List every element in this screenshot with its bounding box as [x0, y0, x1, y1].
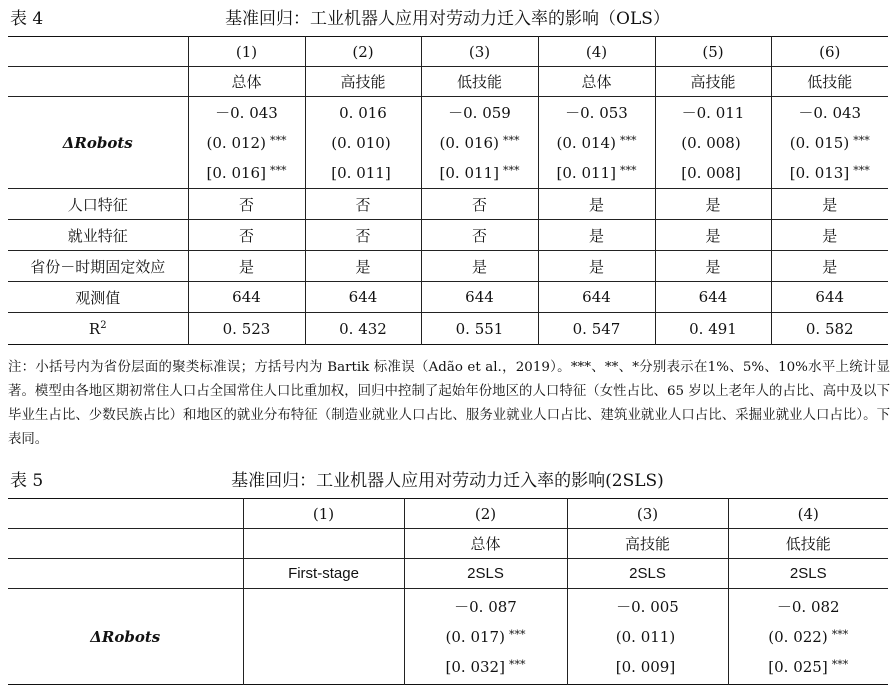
robots-cell: [771, 97, 888, 189]
col-group: 总体: [404, 529, 567, 559]
cell: 是: [538, 251, 655, 282]
se: (0. 011): [615, 627, 676, 646]
robots-cell: [655, 97, 771, 189]
bse-sig: ***: [508, 657, 526, 671]
table4-label: 表 4: [10, 9, 44, 29]
robots-cell: [421, 97, 538, 189]
cell: 644: [188, 282, 305, 313]
cell: 否: [305, 189, 421, 220]
se: (0. 008): [681, 133, 741, 152]
table4: [8, 36, 888, 345]
col-number: (5): [655, 37, 771, 67]
col-group: [243, 529, 404, 559]
robots-cell: [728, 589, 888, 685]
bse-sig: ***: [853, 163, 870, 177]
se: (0. 010): [331, 133, 391, 152]
se: (0. 014): [556, 133, 616, 152]
col-number: (3): [567, 499, 728, 529]
robots-cell: [188, 97, 305, 189]
cell: 是: [538, 220, 655, 251]
robots-cell: [404, 589, 567, 685]
cell: 644: [305, 282, 421, 313]
col-group: 高技能: [305, 67, 421, 97]
cell: 否: [188, 189, 305, 220]
coef: －0. 053: [565, 103, 628, 122]
cell: 0. 547: [538, 313, 655, 345]
bse-sig: ***: [269, 163, 287, 177]
row-label: 省份－时期固定效应: [8, 251, 188, 282]
bartik-se: [0. 025]: [768, 657, 828, 676]
cell: 644: [421, 282, 538, 313]
table4-note: 注：小括号内为省份层面的聚类标准误；方括号内为 Bartik 标准误（Adão et al.，2019）。***、**、*分别表示在1%、5%、10%水平上统计显著。模型由各地区期初常住人口占全国常住人口比重加权，回归中控制了起始年份地区的人口特征（女性占比、65 岁以上老年人的占比、高中及以下毕业生占比、少数民族占比）和地区的就业分布特征（制造业就业人口占比、服务业就业人口占比、建筑业就业人口占比、采掘业就业人口占比）。下表同。: [8, 360, 890, 447]
cell: 0. 582: [805, 319, 854, 338]
cell: 否: [305, 220, 421, 251]
table4-header-numbers: [8, 37, 888, 67]
se: (0. 015): [789, 133, 850, 152]
coef: －0. 005: [616, 597, 679, 616]
table-row: [8, 220, 888, 251]
cell: 否: [421, 220, 538, 251]
col-number: (1): [243, 499, 404, 529]
cell: 是: [822, 195, 838, 214]
cell: 是: [655, 220, 771, 251]
cell: 0. 491: [655, 313, 771, 345]
bse-sig: ***: [831, 657, 849, 671]
bartik-se: [0. 011]: [439, 163, 499, 182]
table5-caption: [0, 462, 895, 492]
table5-robots-row: [8, 589, 888, 685]
table-row: [8, 251, 888, 282]
col-number: (6): [819, 42, 841, 61]
cell: 是: [305, 251, 421, 282]
coef: 0. 016: [339, 103, 387, 122]
cell: 0. 523: [188, 313, 305, 345]
bartik-se: [0. 013]: [789, 163, 850, 182]
col-group: 高技能: [655, 67, 771, 97]
cell: 是: [655, 251, 771, 282]
bartik-se: [0. 008]: [681, 163, 741, 182]
bartik-se: [0. 016]: [206, 163, 266, 182]
se: (0. 016): [439, 133, 499, 152]
table4-robots-row: [8, 97, 888, 189]
cell: 644: [655, 282, 771, 313]
stage-label: 2SLS: [404, 559, 567, 589]
cell: 是: [421, 251, 538, 282]
stage-label: 2SLS: [567, 559, 728, 589]
se: (0. 017): [445, 627, 505, 646]
col-number: (2): [404, 499, 567, 529]
table5-header-groups: [8, 529, 888, 559]
cell: 0. 551: [421, 313, 538, 345]
table5: [8, 498, 888, 685]
table-row: [8, 313, 888, 345]
coef: －0. 043: [798, 103, 862, 122]
col-number: (2): [305, 37, 421, 67]
cell: 644: [815, 288, 845, 306]
cell: 是: [655, 189, 771, 220]
col-group: 低技能: [421, 67, 538, 97]
robots-cell: [305, 97, 421, 189]
bse-sig: ***: [502, 163, 520, 177]
cell: 否: [188, 220, 305, 251]
cell: 0. 432: [305, 313, 421, 345]
col-number: (1): [188, 37, 305, 67]
se-sig: ***: [619, 133, 637, 147]
col-group: 高技能: [567, 529, 728, 559]
robots-cell: [538, 97, 655, 189]
table-row: [8, 189, 888, 220]
coef: －0. 087: [454, 597, 517, 616]
se-sig: ***: [853, 133, 870, 147]
col-group: 低技能: [785, 535, 831, 553]
coef: －0. 059: [448, 103, 511, 122]
cell: 是: [538, 189, 655, 220]
col-number: (4): [538, 37, 655, 67]
stage-label: 2SLS: [789, 565, 827, 582]
coef: －0. 082: [776, 597, 840, 616]
row-label: 人口特征: [8, 189, 188, 220]
robots-cell: [243, 589, 404, 685]
table5-title: 基准回归：工业机器人应用对劳动力迁入率的影响(2SLS): [231, 471, 664, 491]
table5-header-numbers: [8, 499, 888, 529]
se-sig: ***: [831, 627, 849, 641]
table5-label: 表 5: [10, 471, 44, 491]
col-group: 总体: [538, 67, 655, 97]
bartik-se: [0. 032]: [445, 657, 505, 676]
stage-label: First-stage: [243, 559, 404, 589]
se: (0. 012): [206, 133, 266, 152]
row-label: 观测值: [8, 282, 188, 313]
cell: 是: [822, 226, 838, 245]
coef: －0. 043: [215, 103, 278, 122]
bartik-se: [0. 011]: [556, 163, 616, 182]
cell: 是: [188, 251, 305, 282]
row-label: $R^2$: [8, 313, 188, 345]
bartik-se: [0. 009]: [615, 657, 676, 676]
cell: 644: [538, 282, 655, 313]
robots-label: ΔRobots: [8, 589, 243, 685]
col-number: (3): [421, 37, 538, 67]
col-group: 低技能: [807, 73, 853, 91]
se-sig: ***: [502, 133, 520, 147]
table5-stage-row: [8, 559, 888, 589]
col-group: 总体: [188, 67, 305, 97]
se-sig: ***: [269, 133, 287, 147]
table-row: [8, 282, 888, 313]
coef: －0. 011: [681, 103, 745, 122]
col-number: (4): [797, 504, 819, 523]
robots-cell: [567, 589, 728, 685]
table4-title: 基准回归：工业机器人应用对劳动力迁入率的影响（OLS）: [225, 9, 670, 29]
table4-header-groups: [8, 67, 888, 97]
table4-caption: [0, 0, 895, 30]
se-sig: ***: [508, 627, 526, 641]
bartik-se: [0. 011]: [331, 163, 391, 182]
se: (0. 022): [768, 627, 828, 646]
cell: 是: [822, 257, 838, 276]
robots-label: ΔRobots: [8, 97, 188, 189]
cell: 否: [421, 189, 538, 220]
bse-sig: ***: [619, 163, 637, 177]
row-label: 就业特征: [8, 220, 188, 251]
